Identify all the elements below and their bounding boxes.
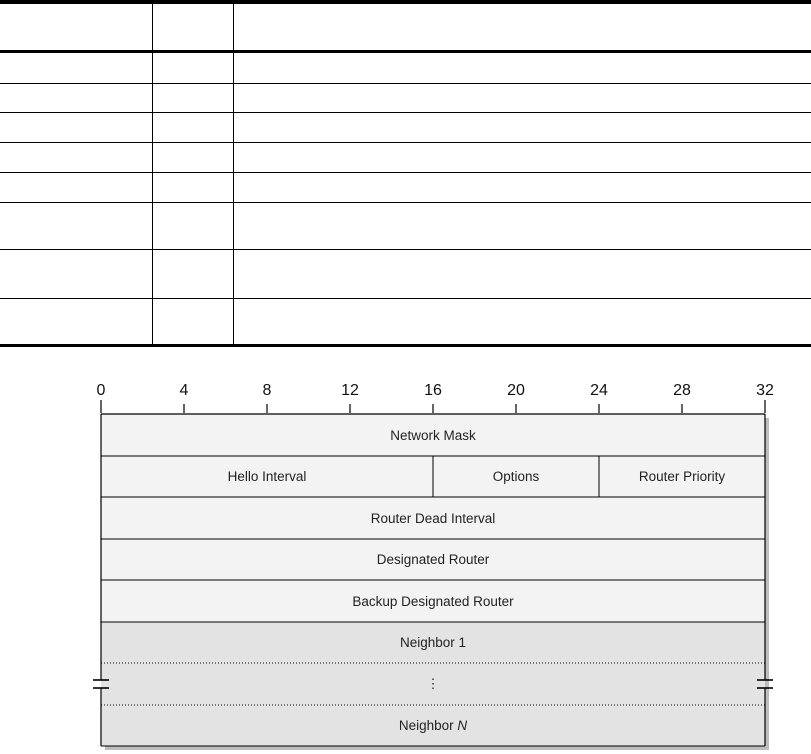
bit-label: 12 [341, 382, 359, 399]
bit-label: 8 [262, 382, 272, 399]
bit-label: 4 [179, 382, 189, 399]
field-backup-designated-router: Backup Designated Router [101, 580, 765, 622]
neighbor-n-suffix: N [457, 718, 468, 733]
field-neighbor-1: Neighbor 1 [101, 622, 765, 663]
bit-label: 0 [96, 382, 106, 399]
table-row-divider [0, 142, 811, 143]
table-header-cell [153, 4, 233, 50]
bit-label: 32 [756, 382, 774, 399]
field-network-mask: Network Mask [101, 414, 765, 456]
table-row-divider [0, 249, 811, 250]
dotted-separators [101, 663, 765, 705]
bit-label: 20 [507, 382, 525, 399]
break-marks [93, 680, 773, 688]
table-row-divider [0, 172, 811, 173]
row-separators [101, 456, 765, 746]
field-neighbor-ellipsis: ⋮ [101, 663, 765, 705]
table-header-cell [234, 4, 811, 50]
table-column-divider [152, 0, 153, 347]
neighbor-n-prefix: Neighbor [398, 718, 458, 733]
diagram-lines [0, 360, 811, 754]
box-shadow-bottom [105, 746, 769, 750]
bit-ruler [101, 400, 765, 413]
table-header-rule [0, 50, 811, 53]
field-router-priority: Router Priority [599, 456, 765, 497]
field-dividers [433, 456, 599, 497]
hello-packet-diagram [0, 360, 811, 754]
field-router-dead-interval: Router Dead Interval [101, 497, 765, 539]
table-row-divider [0, 112, 811, 113]
table-row-divider [0, 298, 811, 299]
bit-label: 24 [590, 382, 608, 399]
table-row-divider [0, 202, 811, 203]
field-hello-interval: Hello Interval [101, 456, 433, 497]
field-designated-router: Designated Router [101, 539, 765, 580]
table-row-divider [0, 83, 811, 84]
table-column-divider [233, 0, 234, 347]
field-options: Options [433, 456, 599, 497]
table-bottom-rule [0, 344, 811, 347]
bit-label: 28 [673, 382, 691, 399]
table-header-cell [0, 4, 152, 50]
bit-label: 16 [424, 382, 442, 399]
